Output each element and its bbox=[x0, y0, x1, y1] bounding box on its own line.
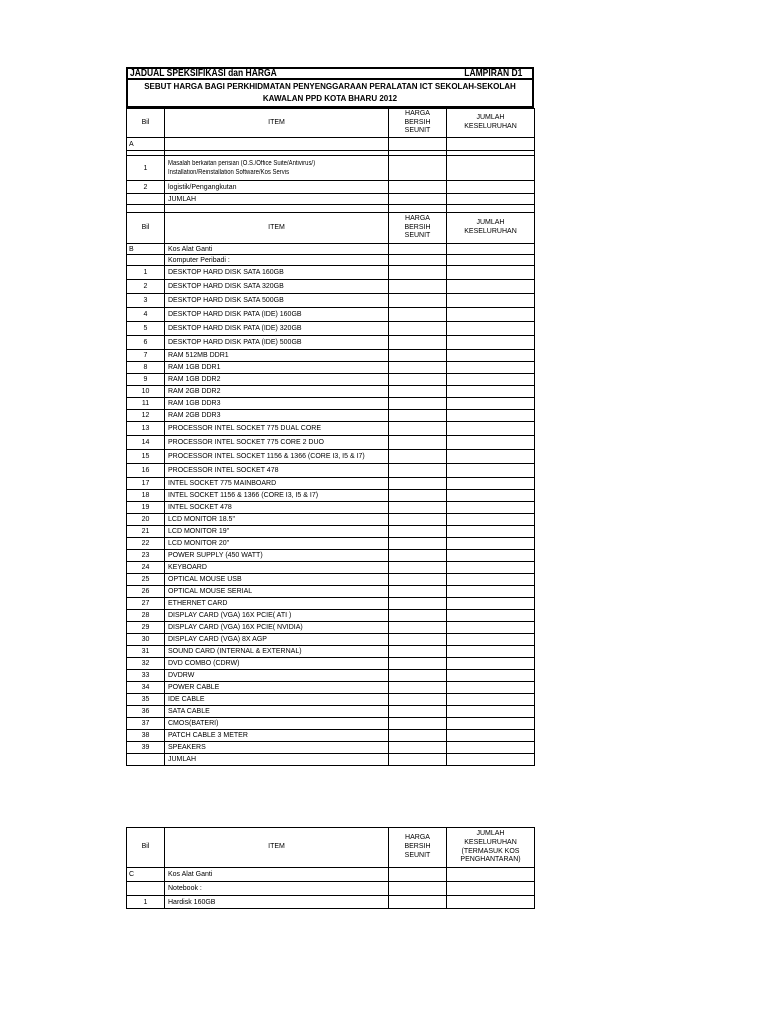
row-number: 2 bbox=[127, 280, 165, 294]
row-item: LCD MONITOR 19" bbox=[165, 526, 389, 538]
row-jumlah-cell bbox=[447, 362, 535, 374]
row-harga-cell bbox=[389, 280, 447, 294]
row-item: DISPLAY CARD (VGA) 8X AGP bbox=[165, 634, 389, 646]
row-number: 31 bbox=[127, 646, 165, 658]
row-number: 16 bbox=[127, 464, 165, 478]
table-row bbox=[127, 634, 535, 646]
section-code: C bbox=[127, 868, 165, 882]
row-item: LCD MONITOR 18.5" bbox=[165, 514, 389, 526]
row-item: RAM 2GB DDR3 bbox=[165, 410, 389, 422]
row-item: INTEL SOCKET 478 bbox=[165, 502, 389, 514]
col-jumlah: JUMLAH KESELURUHAN bbox=[447, 109, 535, 138]
row-number: 19 bbox=[127, 502, 165, 514]
row-harga-cell bbox=[389, 574, 447, 586]
row-number: 27 bbox=[127, 598, 165, 610]
row-number: 10 bbox=[127, 386, 165, 398]
row-jumlah-cell bbox=[447, 562, 535, 574]
row-number: 17 bbox=[127, 478, 165, 490]
row-number: 12 bbox=[127, 410, 165, 422]
row-harga-cell bbox=[389, 730, 447, 742]
row-jumlah-cell bbox=[447, 464, 535, 478]
row-item: SOUND CARD (INTERNAL & EXTERNAL) bbox=[165, 646, 389, 658]
row-jumlah-cell bbox=[447, 670, 535, 682]
col-jumlah: JUMLAH KESELURUHAN bbox=[447, 213, 535, 244]
row-item: DVD COMBO (CDRW) bbox=[165, 658, 389, 670]
row-item: RAM 1GB DDR3 bbox=[165, 398, 389, 410]
row-number: 22 bbox=[127, 538, 165, 550]
row-jumlah-cell bbox=[447, 634, 535, 646]
row-jumlah-cell bbox=[447, 658, 535, 670]
row-item: OPTICAL MOUSE SERIAL bbox=[165, 586, 389, 598]
row-item: DISPLAY CARD (VGA) 16X PCIE( ATI ) bbox=[165, 610, 389, 622]
row-harga-cell bbox=[389, 322, 447, 336]
row-number: 38 bbox=[127, 730, 165, 742]
table-row bbox=[127, 280, 535, 294]
row-jumlah-cell bbox=[447, 610, 535, 622]
row-harga-cell bbox=[389, 294, 447, 308]
row-jumlah-cell bbox=[447, 280, 535, 294]
row-harga-cell bbox=[389, 658, 447, 670]
table-row bbox=[127, 670, 535, 682]
col-bil: Bil bbox=[127, 828, 165, 868]
table-row bbox=[127, 294, 535, 308]
table-row bbox=[127, 550, 535, 562]
row-item: CMOS(BATERI) bbox=[165, 718, 389, 730]
document-subtitle bbox=[126, 80, 534, 108]
table-row bbox=[127, 658, 535, 670]
row-jumlah-cell bbox=[447, 398, 535, 410]
row-item: DESKTOP HARD DISK PATA (IDE) 500GB bbox=[165, 336, 389, 350]
col-harga: HARGA BERSIH SEUNIT bbox=[389, 213, 447, 244]
table-row bbox=[127, 682, 535, 694]
section-code-row bbox=[127, 868, 535, 882]
row-item: logistik/Pengangkutan bbox=[165, 181, 389, 194]
row-item: RAM 512MB DDR1 bbox=[165, 350, 389, 362]
row-item: DESKTOP HARD DISK SATA 160GB bbox=[165, 266, 389, 280]
row-number: 14 bbox=[127, 436, 165, 450]
row-jumlah-cell bbox=[447, 350, 535, 362]
row-harga-cell bbox=[389, 410, 447, 422]
row-number: 13 bbox=[127, 422, 165, 436]
row-item: IDE CABLE bbox=[165, 694, 389, 706]
row-item: Hardisk 160GB bbox=[165, 896, 389, 909]
row-harga-cell bbox=[389, 586, 447, 598]
table-row bbox=[127, 350, 535, 362]
total-row bbox=[127, 754, 535, 766]
row-item: DVDRW bbox=[165, 670, 389, 682]
row-jumlah-cell bbox=[447, 422, 535, 436]
row-number: 33 bbox=[127, 670, 165, 682]
row-number: 1 bbox=[127, 266, 165, 280]
row-jumlah-cell bbox=[447, 478, 535, 490]
section-a-table bbox=[126, 108, 535, 213]
table-row bbox=[127, 266, 535, 280]
row-item: OPTICAL MOUSE USB bbox=[165, 574, 389, 586]
row-number: 1 bbox=[127, 896, 165, 909]
row-harga-cell bbox=[389, 706, 447, 718]
section-label: Kos Alat Ganti bbox=[165, 244, 389, 255]
row-number: 34 bbox=[127, 682, 165, 694]
row-number: 4 bbox=[127, 308, 165, 322]
row-jumlah-cell bbox=[447, 526, 535, 538]
section-code: B bbox=[127, 244, 165, 255]
row-jumlah-cell bbox=[447, 266, 535, 280]
table-row bbox=[127, 562, 535, 574]
table-row bbox=[127, 308, 535, 322]
row-number: 29 bbox=[127, 622, 165, 634]
row-jumlah-cell bbox=[447, 586, 535, 598]
table-row bbox=[127, 398, 535, 410]
table-row bbox=[127, 450, 535, 464]
row-jumlah-cell bbox=[447, 308, 535, 322]
table-row bbox=[127, 490, 535, 502]
row-jumlah-cell bbox=[447, 450, 535, 464]
row-harga-cell bbox=[389, 386, 447, 398]
row-jumlah-cell bbox=[447, 682, 535, 694]
row-harga-cell bbox=[389, 538, 447, 550]
col-item: ITEM bbox=[165, 213, 389, 244]
table-row bbox=[127, 322, 535, 336]
row-harga-cell bbox=[389, 622, 447, 634]
row-harga-cell bbox=[389, 450, 447, 464]
row-harga-cell bbox=[389, 266, 447, 280]
section-label: Kos Alat Ganti bbox=[165, 868, 389, 882]
row-harga-cell bbox=[389, 670, 447, 682]
row-jumlah-cell bbox=[447, 322, 535, 336]
row-number: 25 bbox=[127, 574, 165, 586]
row-number: 6 bbox=[127, 336, 165, 350]
row-harga-cell bbox=[389, 478, 447, 490]
row-number: 36 bbox=[127, 706, 165, 718]
table-row bbox=[127, 646, 535, 658]
table-row bbox=[127, 374, 535, 386]
row-number: 18 bbox=[127, 490, 165, 502]
row-jumlah-cell bbox=[447, 646, 535, 658]
row-item: KEYBOARD bbox=[165, 562, 389, 574]
row-item: RAM 1GB DDR2 bbox=[165, 374, 389, 386]
row-jumlah-cell bbox=[447, 730, 535, 742]
row-item: PROCESSOR INTEL SOCKET 775 CORE 2 DUO bbox=[165, 436, 389, 450]
row-item: INTEL SOCKET 775 MAINBOARD bbox=[165, 478, 389, 490]
row-harga-cell bbox=[389, 502, 447, 514]
section-code-row bbox=[127, 244, 535, 255]
row-harga-cell bbox=[389, 374, 447, 386]
row-harga-cell bbox=[389, 398, 447, 410]
row-jumlah-cell bbox=[447, 386, 535, 398]
row-jumlah-cell bbox=[447, 718, 535, 730]
col-item: ITEM bbox=[165, 828, 389, 868]
row-number: 24 bbox=[127, 562, 165, 574]
section-b-block bbox=[126, 212, 534, 766]
row-harga-cell bbox=[389, 308, 447, 322]
table-row bbox=[127, 730, 535, 742]
row-item: PROCESSOR INTEL SOCKET 1156 & 1366 (CORE I3, I5 & I7) bbox=[165, 450, 389, 464]
header-row bbox=[127, 213, 535, 244]
row-number: 26 bbox=[127, 586, 165, 598]
row-jumlah-cell bbox=[447, 706, 535, 718]
row-number: 5 bbox=[127, 322, 165, 336]
table-row bbox=[127, 598, 535, 610]
row-number: 9 bbox=[127, 374, 165, 386]
row-jumlah-cell bbox=[447, 538, 535, 550]
row-jumlah-cell bbox=[447, 436, 535, 450]
row-jumlah-cell bbox=[447, 514, 535, 526]
table-row bbox=[127, 181, 535, 194]
table-row bbox=[127, 610, 535, 622]
row-item: DESKTOP HARD DISK PATA (IDE) 160GB bbox=[165, 308, 389, 322]
subtitle-line-1: SEBUT HARGA BAGI PERKHIDMATAN PENYENGGARAAN PERALATAN ICT SEKOLAH-SEKOLAH bbox=[144, 82, 516, 91]
table-row bbox=[127, 514, 535, 526]
section-b-table bbox=[126, 212, 535, 766]
row-harga-cell bbox=[389, 634, 447, 646]
section-c-table bbox=[126, 827, 535, 909]
section-c-block bbox=[126, 827, 534, 909]
row-item: PROCESSOR INTEL SOCKET 775 DUAL CORE bbox=[165, 422, 389, 436]
table-row bbox=[127, 502, 535, 514]
row-harga-cell bbox=[389, 550, 447, 562]
row-item: POWER SUPPLY (450 WATT) bbox=[165, 550, 389, 562]
total-label: JUMLAH bbox=[165, 754, 389, 766]
row-number: 32 bbox=[127, 658, 165, 670]
section-sublabel-row bbox=[127, 882, 535, 896]
row-item: DISPLAY CARD (VGA) 16X PCIE( NVIDIA) bbox=[165, 622, 389, 634]
row-item: PROCESSOR INTEL SOCKET 478 bbox=[165, 464, 389, 478]
total-label: JUMLAH bbox=[165, 194, 389, 205]
title-bar bbox=[126, 67, 534, 80]
row-harga-cell bbox=[389, 490, 447, 502]
col-bil: Bil bbox=[127, 109, 165, 138]
row-number: 7 bbox=[127, 350, 165, 362]
row-item: INTEL SOCKET 1156 & 1366 (CORE I3, I5 & I7) bbox=[165, 490, 389, 502]
row-harga-cell bbox=[389, 718, 447, 730]
col-harga: HARGA BERSIH SEUNIT bbox=[389, 828, 447, 868]
row-jumlah-cell bbox=[447, 502, 535, 514]
row-jumlah-cell bbox=[447, 550, 535, 562]
row-item: ETHERNET CARD bbox=[165, 598, 389, 610]
row-number: 23 bbox=[127, 550, 165, 562]
row-number: 28 bbox=[127, 610, 165, 622]
row-harga-cell bbox=[389, 742, 447, 754]
row-jumlah-cell bbox=[447, 410, 535, 422]
header-row bbox=[127, 828, 535, 868]
table-row bbox=[127, 538, 535, 550]
row-number: 39 bbox=[127, 742, 165, 754]
row-harga-cell bbox=[389, 562, 447, 574]
table-row bbox=[127, 156, 535, 181]
section-sublabel: Komputer Peribadi : bbox=[165, 255, 389, 266]
row-number: 35 bbox=[127, 694, 165, 706]
row-harga-cell bbox=[389, 422, 447, 436]
row-item: SATA CABLE bbox=[165, 706, 389, 718]
col-bil: Bil bbox=[127, 213, 165, 244]
table-row bbox=[127, 574, 535, 586]
row-harga-cell bbox=[389, 682, 447, 694]
lampiran-label: LAMPIRAN D1 bbox=[463, 68, 522, 79]
table-row bbox=[127, 478, 535, 490]
table-row bbox=[127, 526, 535, 538]
table-row bbox=[127, 336, 535, 350]
table-row bbox=[127, 706, 535, 718]
row-item: DESKTOP HARD DISK PATA (IDE) 320GB bbox=[165, 322, 389, 336]
header-row bbox=[127, 109, 535, 138]
row-number: 15 bbox=[127, 450, 165, 464]
document-title: JADUAL SPEKSIFIKASI dan HARGA bbox=[130, 68, 277, 79]
col-jumlah: JUMLAH KESELURUHAN (TERMASUK KOS PENGHANTARAN) bbox=[447, 828, 535, 868]
row-harga-cell bbox=[389, 514, 447, 526]
row-jumlah-cell bbox=[447, 622, 535, 634]
table-row bbox=[127, 436, 535, 450]
row-harga-cell bbox=[389, 350, 447, 362]
row-item: Masalah berkaitan perisian (O.S./Office Suite/Antivirus/) Installation/Reinstallation Software/Kos Servis bbox=[165, 156, 389, 181]
table-row bbox=[127, 742, 535, 754]
total-row bbox=[127, 194, 535, 205]
row-number: 30 bbox=[127, 634, 165, 646]
table-row bbox=[127, 896, 535, 909]
row-harga-cell bbox=[389, 646, 447, 658]
row-number: 21 bbox=[127, 526, 165, 538]
table-row bbox=[127, 362, 535, 374]
row-harga-cell bbox=[389, 598, 447, 610]
row-jumlah-cell bbox=[447, 694, 535, 706]
row-jumlah-cell bbox=[447, 336, 535, 350]
row-jumlah-cell bbox=[447, 598, 535, 610]
table-row bbox=[127, 386, 535, 398]
section-sublabel-row bbox=[127, 255, 535, 266]
col-item: ITEM bbox=[165, 109, 389, 138]
row-number: 1 bbox=[127, 156, 165, 181]
section-code: A bbox=[127, 138, 165, 151]
row-item: LCD MONITOR 20" bbox=[165, 538, 389, 550]
table-row bbox=[127, 718, 535, 730]
row-number: 8 bbox=[127, 362, 165, 374]
row-item: DESKTOP HARD DISK SATA 320GB bbox=[165, 280, 389, 294]
row-number: 11 bbox=[127, 398, 165, 410]
table-row bbox=[127, 622, 535, 634]
row-item: POWER CABLE bbox=[165, 682, 389, 694]
row-jumlah-cell bbox=[447, 374, 535, 386]
section-code-row bbox=[127, 138, 535, 151]
row-harga-cell bbox=[389, 336, 447, 350]
row-harga-cell bbox=[389, 436, 447, 450]
table-row bbox=[127, 586, 535, 598]
row-item: RAM 1GB DDR1 bbox=[165, 362, 389, 374]
row-jumlah-cell bbox=[447, 574, 535, 586]
col-harga: HARGA BERSIH SEUNIT bbox=[389, 109, 447, 138]
row-number: 3 bbox=[127, 294, 165, 308]
row-number: 20 bbox=[127, 514, 165, 526]
row-harga-cell bbox=[389, 610, 447, 622]
row-number: 2 bbox=[127, 181, 165, 194]
row-number: 37 bbox=[127, 718, 165, 730]
section-a-block bbox=[126, 67, 534, 213]
row-harga-cell bbox=[389, 526, 447, 538]
section-sublabel: Notebook : bbox=[165, 882, 389, 896]
row-jumlah-cell bbox=[447, 742, 535, 754]
row-item: PATCH CABLE 3 METER bbox=[165, 730, 389, 742]
row-harga-cell bbox=[389, 464, 447, 478]
table-row bbox=[127, 422, 535, 436]
table-row bbox=[127, 694, 535, 706]
row-jumlah-cell bbox=[447, 294, 535, 308]
row-jumlah-cell bbox=[447, 490, 535, 502]
subtitle-line-2: KAWALAN PPD KOTA BHARU 2012 bbox=[262, 94, 398, 103]
row-harga-cell bbox=[389, 694, 447, 706]
row-item: RAM 2GB DDR2 bbox=[165, 386, 389, 398]
row-harga-cell bbox=[389, 362, 447, 374]
table-row bbox=[127, 464, 535, 478]
table-row bbox=[127, 410, 535, 422]
row-item: SPEAKERS bbox=[165, 742, 389, 754]
row-item: DESKTOP HARD DISK SATA 500GB bbox=[165, 294, 389, 308]
